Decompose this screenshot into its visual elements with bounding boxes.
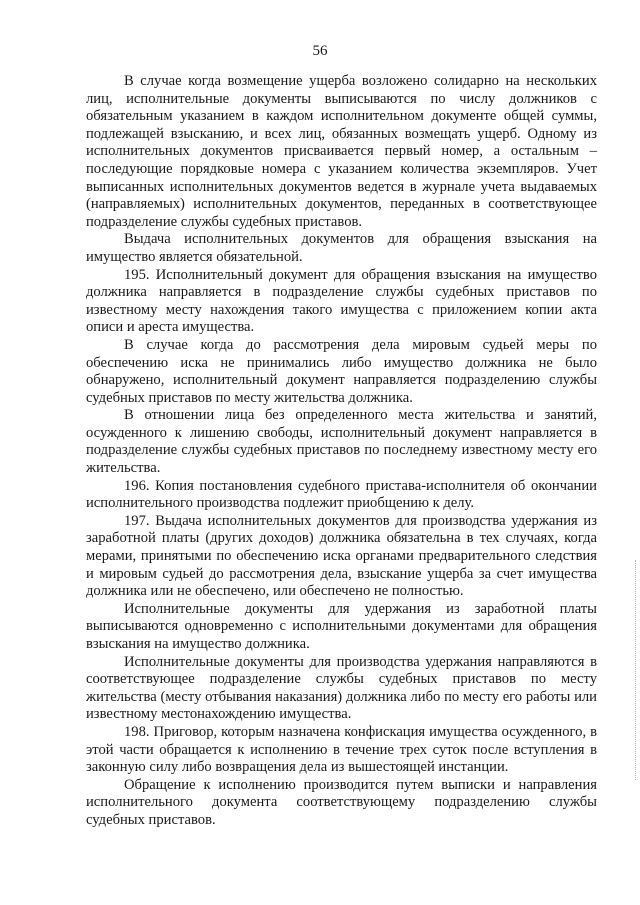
- paragraph-198: 198. Приговор, которым назначена конфискация имущества осужденного, в этой части обращается к исполнению в течение трех суток после вступления в законную силу либо возвращения дела из вышестоящей инстанции.: [86, 723, 597, 776]
- paragraph-197: 197. Выдача исполнительных документов для производства удержания из заработной платы (других доходов) должника обязательна в тех случаях, когда мерами, принятыми по обеспечению иска органами предварительного следствия и мировым судьей до рассмотрения дела, взыскание ущерба за счет имущества должника или не обеспечено, или обеспечено не полностью.: [86, 512, 597, 600]
- paragraph-enforcement: Обращение к исполнению производится путем выписки и направления исполнительного документа соответствующему подразделению службы судебных приставов.: [86, 776, 597, 828]
- paragraph-mandatory-issue: Выдача исполнительных документов для обращения взыскания на имущество является обязательной.: [86, 231, 597, 265]
- paragraph-195: 195. Исполнительный документ для обращения взыскания на имущество должника направляется в подразделение службы судебных приставов по известному месту нахождения такого имущества с приложением копии акта описи и ареста имущества.: [86, 266, 597, 336]
- paragraph-salary-deduction: Исполнительные документы для удержания из заработной платы выписываются одновременно с исполнительными документами для обращения взыскания на имущество должника.: [86, 600, 597, 652]
- paragraph-joint-liability: В случае когда возмещение ущерба возложено солидарно на нескольких лиц, исполнительные документы выписываются по числу должников с обязательным указанием в каждом исполнительном документе общей суммы, подлежащей взысканию, и всех лиц, обязанных возмещать ущерб. Одному из исполнительных документов присваивается первый номер, а остальным – последующие порядковые номера с указанием количества экземпляров. Учет выписанных исполнительных документов ведется в журнале учета выдаваемых (направляемых) исполнительных документов, переданных в соответствующее подразделение службы судебных приставов.: [86, 73, 597, 230]
- scan-edge-mark: [635, 560, 637, 780]
- paragraph-196: 196. Копия постановления судебного пристава-исполнителя об окончании исполнительного производства подлежит приобщению к делу.: [86, 477, 597, 512]
- paragraph-deduction-direction: Исполнительные документы для производства удержания направляются в соответствующее подразделение службы судебных приставов по месту жительства (месту отбывания наказания) должника либо по месту его работы или известному местонахождению имущества.: [86, 653, 597, 723]
- paragraph-no-measures: В случае когда до рассмотрения дела мировым судьей меры по обеспечению иска не принимались либо имущество должника не было обнаружено, исполнительный документ направляется подразделению службы судебных приставов по месту жительства должника.: [86, 336, 597, 406]
- page-number: 56: [312, 43, 328, 59]
- paragraph-no-residence: В отношении лица без определенного места жительства и занятий, осужденного к лишению свободы, исполнительный документ направляется в подразделение службы судебных приставов по последнему известному месту его жительства.: [86, 407, 597, 477]
- document-body: [86, 73, 597, 830]
